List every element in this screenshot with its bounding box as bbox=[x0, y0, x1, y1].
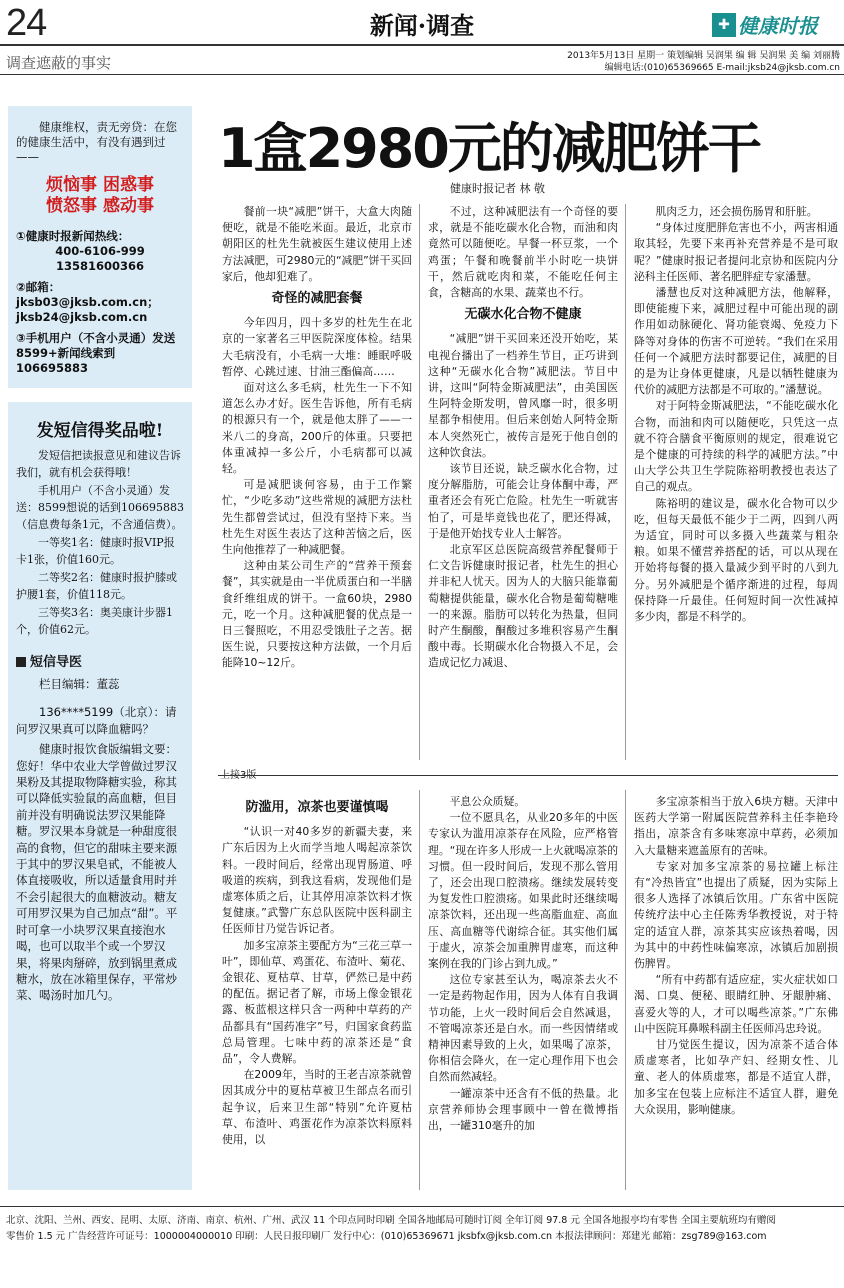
hotline-email: ②邮箱：jksb03@jksb.com.cn；jksb24@jksb.com.cn bbox=[16, 280, 159, 324]
paragraph: 陈裕明的建议是，碳水化合物可以少吃，但每天最低不能少于二两，四到八两为适宜，同时可以多摄入些蔬菜与粗杂粮。如果不懂营养搭配的话，可以从现在开始将每餐的摄入量减少到平时的八到九分。另外减肥是个循序渐进的过程，每周保持降一斤最佳。任何短时间一次性减掉多少肉，都是不科学的。 bbox=[634, 496, 838, 624]
column-divider bbox=[419, 790, 420, 1190]
paragraph: 面对这么多毛病，杜先生一下不知道怎么办才好。医生告诉他，所有毛病的根源只有一个，就是他太胖了——一米八二的身高，200斤的体重。只要把体重减掉一多公斤，小毛病都可以减轻。 bbox=[222, 381, 412, 476]
paragraph: “所有中药都有适应症，实火症状如口渴、口臭、便秘、眼睛红肿、牙龈肿痛、喜爱火等的人，才可以喝些凉茶。”广东佛山中医院耳鼻喉科副主任医师冯忠玲说。 bbox=[634, 973, 838, 1035]
paragraph: 可是减肥谈何容易，由于工作繁忙，“少吃多动”这些常规的减肥方法杜先生都曾尝试过，但没有坚持下来。当杜先生对医生表达了这种苦恼之后，医生向他推荐了一种减肥餐。 bbox=[222, 478, 412, 557]
paragraph: 多宝凉茶相当于放入6块方糖。天津中医药大学第一附属医院营养科主任李艳玲指出，凉茶含有多味寒凉中草药，必须加入大量糖来遮盖原有的苦味。 bbox=[634, 795, 838, 857]
paragraph: 加多宝凉茶主要配方为“三花三草一叶”，即仙草、鸡蛋花、布渣叶、菊花、金银花、夏枯草、甘草，俨然已是中药的配伍。据记者了解，市场上像金银花露、板蓝根这样只含一两种中草药的产品都具有“国药准字”号，归国家食药监总局管理。七味中药的凉茶还是“食品”，令人费解。 bbox=[222, 938, 412, 1066]
paragraph: 潘慧也反对这种减肥方法，他解释，即使能瘦下来，减肥过程中可能出现的副作用如动脉硬化、肾功能衰竭、免疫力下降等对身体的伤害不可逆转。“我们在采用任何一个减肥方法时都要记住，减肥的目的是为让身体更健康，凡是以牺牲健康为代价的减肥方法都是不可取的。”潘慧说。 bbox=[634, 286, 838, 397]
subheading: 防滥用，凉茶也要谨慎喝 bbox=[245, 800, 389, 815]
paragraph: 肌肉乏力，还会损伤肠胃和肝脏。 bbox=[655, 205, 818, 218]
paragraph: 平息公众质疑。 bbox=[449, 795, 526, 808]
logo-mark-icon: ✚ bbox=[712, 13, 736, 37]
footer-line-1: 北京、沈阳、兰州、西安、昆明、太原、济南、南京、杭州、广州、武汉 11 个印点同时印刷 全国各地邮局可随时订阅 全年订阅 97.8 元 全国各地报亭均有零售 全国主要航班均有赠阅 bbox=[6, 1215, 776, 1226]
sms-box-p2: 手机用户（不含小灵通）发送：8599想说的话到106695883（信息费每条1元，不含通信费）。 bbox=[16, 484, 184, 531]
paragraph: 今年四月，四十多岁的杜先生在北京的一家著名三甲医院深度体检。结果大毛病没有，小毛病一大堆：睡眠呼吸暂停、心跳过速、甘油三酯偏高…… bbox=[222, 316, 412, 378]
paragraph: 对于阿特金斯减肥法，“不能吃碳水化合物，而油和肉可以随便吃，只凭这一点就不符合膳食平衡原则的规定，很难说它是个健康的可持续的科学的减肥方法。”中山大学公共卫生学院陈裕明教授也表达了自己的观点。 bbox=[634, 399, 838, 494]
guide-answer: 健康时报饮食版编辑文要：您好！华中农业大学曾做过罗汉果粉及其提取物降糖实验，称其可以降低实验鼠的高血糖，但目前并没有明确说法罗汉果能降糖。罗汉果本身就是一种甜度很高的食物，但它的甜味主要来源于其中的罗汉果皂甙，不能被人体直接吸收，所以适量食用时并不会引起很大的血糖波动。糖友可用罗汉果为自己加点“甜”。平时可拿一小块罗汉果直接泡水喝，也可以取半个或一个罗汉果，将果肉掰碎，放到锅里煮成糖水，放在冰箱里保存，平常炒菜、喝汤时加几勺。 bbox=[16, 742, 178, 1003]
guide-heading bbox=[8, 639, 192, 676]
byline: 健康时报记者 林 敬 bbox=[450, 182, 545, 195]
section-title: 新闻·调查 bbox=[369, 11, 475, 40]
column-divider bbox=[419, 204, 420, 760]
paragraph: 这种由某公司生产的“营养干预套餐”，其实就是由一半优质蛋白和一半膳食纤维组成的饼干。一盒60块，2980元，吃一个月。这种减肥餐的优点是一日三餐照吃，不用忍受饿肚子之苦。据医生说，只要按这种方法做，一个月后能降10~12斤。 bbox=[222, 559, 412, 670]
hotline-red-line2: 愤怒事 感动事 bbox=[46, 196, 154, 216]
hotline-intro: 健康维权，责无旁贷：在您的健康生活中，有没有遇到过—— bbox=[16, 120, 177, 164]
article-column-1 bbox=[222, 204, 412, 672]
hotline-sms: ③手机用户（不含小灵通）发送8599+新闻线索到106695883 bbox=[16, 331, 176, 375]
hotline-red-line1: 烦恼事 困惑事 bbox=[46, 175, 154, 195]
guide-editor: 栏目编辑：董蕊 bbox=[39, 677, 120, 691]
sms-box-p3: 一等奖1名：健康时报VIP报卡1张，价值160元。 bbox=[16, 536, 175, 566]
edition-meta: 2013年5月13日 星期一 策划编辑 吴润果 编 辑 吴润果 美 编 刘丽腾 bbox=[567, 51, 840, 61]
square-bullet-icon bbox=[16, 657, 26, 667]
article2-column-1 bbox=[222, 794, 412, 1148]
paragraph: 餐前一块“减肥”饼干，大盒大肉随便吃，就是不能吃米面。最近，北京市朝阳区的杜先生就被医生建议使用上述方法减肥，可2980元的“减肥”饼干买回家后，他却犯难了。 bbox=[222, 205, 412, 283]
footer-line-2: 零售价 1.5 元 广告经营许可证号：1000004000010 印刷：人民日报印刷厂 发行中心：(010)65369671 jksbfx@jksb.com.cn 本报法律顾问：郑建光 邮箱：zsg789@163.com bbox=[6, 1231, 767, 1242]
sms-box-body bbox=[8, 441, 192, 638]
footer-rule bbox=[0, 1206, 844, 1207]
page-number: 24 bbox=[6, 2, 47, 44]
subheading: 无碳水化合物不健康 bbox=[464, 307, 582, 323]
article2-column-3 bbox=[634, 794, 838, 1118]
paragraph: 该节目还说，缺乏碳水化合物，过度分解脂肪，可能会让身体酮中毒，严重者还会有死亡危险。杜先生一听就害怕了，可是毕竟钱也花了，肥还得减，于是他开始找专业人士解答。 bbox=[428, 462, 618, 540]
article-column-3 bbox=[634, 204, 838, 625]
paragraph: 一罐凉茶中还含有不低的热量。北京营养师协会理事顾中一曾在微博指出，一罐310毫升的加 bbox=[428, 1086, 618, 1133]
hotline-number-1: 400-6106-999 bbox=[55, 244, 145, 258]
paragraph: 甘乃觉医生提议，因为凉茶不适合体质虚寒者，比如孕产妇、经期女性、儿童、老人的体质虚寒，都是不适宜人群，加多宝在包装上应标注不适宜人群，避免大众误用，影响健康。 bbox=[634, 1038, 838, 1116]
article2-column-2 bbox=[428, 794, 618, 1134]
article-divider bbox=[218, 775, 838, 776]
masthead-rule-thin bbox=[0, 74, 844, 75]
paragraph: 这位专家甚至认为，喝凉茶去火不一定是药物起作用，因为人体有自我调节功能，上火一段时间后会自然减退，不管喝凉茶还是白水。而一些因情绪或精神因素导致的上火，如果喝了凉茶，你相信会降火，在一定心理作用下也会自然而然减轻。 bbox=[428, 973, 618, 1084]
newspaper-logo bbox=[712, 10, 838, 38]
subheading: 奇怪的减肥套餐 bbox=[271, 291, 363, 307]
paragraph: “认识一对40多岁的新疆夫妻，来广东后因为上火而学当地人喝起凉茶饮料。一段时间后，经常出现胃肠道、呼吸道的疾病，到我这看病，发现他们是虚寒体质之后，让其停用凉茶饮料才恢复健康。”武警广东总队医院中医科副主任医师甘乃觉告诉记者。 bbox=[222, 825, 412, 936]
guide-body bbox=[8, 676, 192, 1004]
column-name: 调查遮蔽的事实 bbox=[6, 54, 112, 72]
paragraph: “减肥”饼干买回来还没开始吃，某电视台播出了一档养生节目，正巧讲到这种“无碳水化合物”减肥法。节目中讲，这叫“阿特金斯减肥法”，由美国医生阿特金斯发明，曾风靡一时，很多明星都争相使用。但后来创始人阿特金斯本人突然死亡，被传言是死于他自创的这种饮食法。 bbox=[428, 332, 618, 459]
article-column-2 bbox=[428, 204, 618, 672]
paragraph: 不过，这种减肥法有一个奇怪的要求，就是不能吃碳水化合物，而油和肉竟然可以随便吃。早餐一杯豆浆，一个鸡蛋；午餐和晚餐前半小时吃一块饼干，然后就吃肉和菜，不能吃任何主食，含糖高的水果、蔬菜也不行。 bbox=[428, 205, 618, 300]
sms-box-title: 发短信得奖品啦! bbox=[36, 421, 164, 441]
paragraph: 北京军区总医院高级营养配餐师于仁文告诉健康时报记者，杜先生的担心并非杞人忧天。因为人的大脑只能靠葡萄糖提供能量，碳水化合物是葡萄糖唯一的来源。脂肪可以转化为热量，但同时产生酮酸，酮酸过多堆积容易产生酮酸中毒。长期碳水化合物摄入不足，会造成记忆力减退、 bbox=[428, 543, 618, 670]
paragraph: 在2009年，当时的王老吉凉茶就曾因其成分中的夏枯草被卫生部点名而引起争议，后来卫生部“特别”允许夏枯草、布渣叶、鸡蛋花作为凉茶饮料原料使用，以 bbox=[222, 1068, 412, 1147]
guide-title: 短信导医 bbox=[30, 655, 83, 670]
column-divider bbox=[625, 204, 626, 760]
continue-note bbox=[220, 766, 256, 781]
sms-box-p4: 二等奖2名：健康时报护膝或护腰1套，价值118元。 bbox=[16, 571, 177, 601]
paragraph: “身体过度肥胖危害也不小，两害相通取其轻，先要下来再补充营养是不是可取呢？”健康时报记者提问北京协和医院内分泌科主任医师、著名肥胖症专家潘慧。 bbox=[634, 221, 838, 283]
sms-box-p5: 三等奖3名：奥美康计步器1个，价值62元。 bbox=[16, 606, 173, 636]
hotline-label: ①健康时报新闻热线： bbox=[16, 229, 130, 243]
headline: 1盒2980元的减肥饼干 bbox=[218, 117, 760, 180]
masthead-rule bbox=[0, 44, 844, 46]
guide-question: 136****5199（北京）：请问罗汉果真可以降血糖吗？ bbox=[16, 705, 177, 736]
paragraph: 专家对加多宝凉茶的易拉罐上标注有“冷热皆宜”也提出了质疑，因为实际上很多人选择了冰镇后饮用。广东省中医院传统疗法中心主任陈秀华教授说，对于特定的适宜人群，凉茶其实应该热着喝，因为其中的中药性味偏寒凉，冰镇后加剧损伤脾胃。 bbox=[634, 859, 838, 971]
paragraph: 一位不愿具名，从业20多年的中医专家认为滥用凉茶存在风险，应严格管理。“现在许多人形成一上火就喝凉茶的习惯。但一段时间后，发现不那么管用了，还会出现口腔溃疡。继续发展转变为复发性口腔溃疡。如果此时还继续喝凉茶饮料，还出现一些高脂血症、高血压、高血糖等代谢综合征。其实他们属于虚火，凉茶会加重脾胃虚寒，而这种案例在我的门诊占到九成。” bbox=[428, 811, 618, 971]
hotline-number-2: 13581600366 bbox=[55, 259, 145, 273]
contact-meta: 编辑电话:(010)65369665 E-mail:jksb24@jksb.com.cn bbox=[604, 63, 840, 73]
hotline-box bbox=[8, 106, 192, 388]
column-divider bbox=[625, 790, 626, 1190]
logo-text: 健康时报 bbox=[738, 14, 818, 38]
sms-box bbox=[8, 402, 192, 1190]
sms-box-p1: 发短信把读报意见和建议告诉我们，就有机会获得哦！ bbox=[16, 449, 181, 479]
